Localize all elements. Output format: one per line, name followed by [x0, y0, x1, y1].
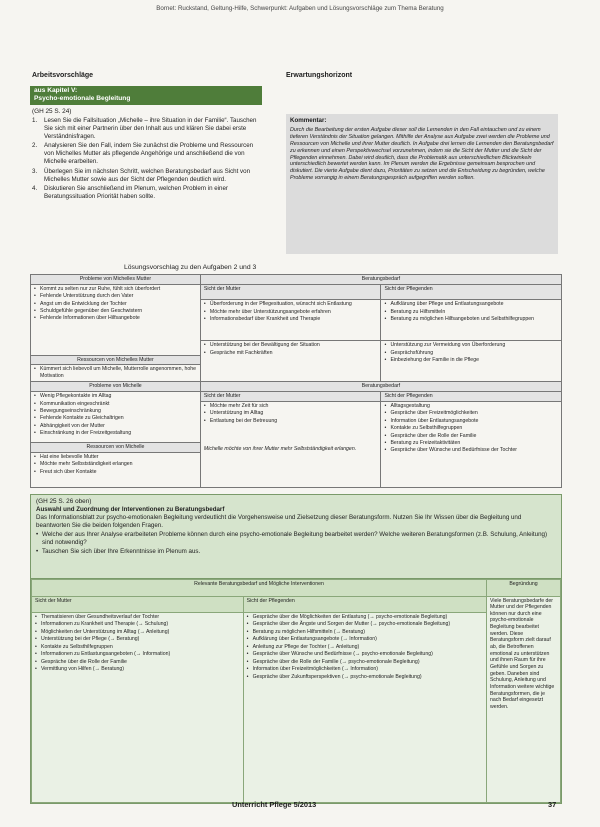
- th-resources-michelle: Ressourcen von Michelle: [31, 442, 200, 453]
- table-note: Michelle möchte von ihrer Mutter mehr Selbstständigkeit erlangen.: [203, 446, 357, 453]
- th-view-mother-2: Sicht der Mutter: [200, 392, 381, 402]
- th-counselling-need: Beratungsbedarf: [200, 275, 561, 285]
- th-resources-mother: Ressourcen von Michelles Mutter: [31, 355, 200, 366]
- th-t2-mother: Sicht der Mutter: [32, 596, 244, 613]
- column-title-left: Arbeitsvorschläge: [32, 72, 94, 79]
- footer-journal: Unterricht Pflege 5/2013: [232, 800, 317, 809]
- task-item: 1. Lesen Sie die Fallsituation „Michelle – ihre Situation in der Familie“. Tauschen Sie sich mit einer Partnerin über den Inhalt aus und klären Sie dabei erste Verständnisfragen.: [32, 117, 257, 140]
- view-mother-list-2: • Unterstützung bei der Bewältigung der Situation • Gespräche mit Fachkräften: [204, 342, 378, 356]
- page-number: 37: [548, 800, 557, 809]
- reference-2: (GH 25 S. 26 oben): [36, 498, 92, 505]
- chapter-band: [30, 86, 262, 105]
- view-nurses-list-1: • Aufklärung über Pflege und Entlastungsangebote • Beratung zu Hilfsmitteln • Beratung zu möglichen Hilfsangeboten und Selbsthilfegruppen: [384, 301, 558, 323]
- view-nurses-list-2: • Unterstützung zur Vermeidung von Überforderung • Gesprächsführung • Einbeziehung der Familie in die Pflege: [384, 342, 558, 364]
- problems-michelle-list: • Wenig Pflegekontakte im Alltag • Kommunikation eingeschränkt • Bewegungseinschränkung • Fehlende Kontakte zu Gleichaltrigen • Abhängigkeit von der Mutter • Einschränkung in der Freizeitgestaltung: [34, 393, 197, 437]
- th-relevant-needs: Relevante Beratungsbedarf und Mögliche Interventionen: [32, 580, 487, 597]
- section-2-questions: [36, 531, 556, 556]
- view-nurses-list-3: • Alltagsgestaltung • Gespräche über Freizeitmöglichkeiten • Information über Entlastungsangebote • Kontakte zu Selbsthilfegruppen • Gespräche über die Rolle der Familie • Beratung zu Freizeitaktivitäten • Gespräche über Wünsche und Bedürfnisse der Tochter: [384, 403, 558, 454]
- question-item: • Welche der aus Ihrer Analyse erarbeiteten Probleme können durch eine psycho-emotionale Begleitung bearbeitet werden? Welche weiteren Beratungsformen (z.B. Schulung, Anleitung) sind notwendig?: [36, 531, 556, 547]
- task-item: 2. Analysieren Sie den Fall, indem Sie zunächst die Probleme und Ressourcen von Michelles Mutter als pflegende Angehörige und anschließend die von Michelle erarbeiten.: [32, 142, 254, 166]
- section-2-title: Auswahl und Zuordnung der Interventionen zu Beratungsbedarf: [36, 506, 225, 514]
- th-problems-michelle: Probleme von Michelle: [31, 382, 201, 392]
- t2-mother-list: • Thematisieren über Gesundheitsverlauf der Tochter • Informationen zu Krankheit und Therapie (→ Schulung) • Möglichkeiten der Unterstützung im Alltag (→ Anleitung) • Unterstützung bei der Pflege (→ Beratung) • Kontakte zu Selbsthilfegruppen • Informationen zu Entlastungsangeboten (→ Information) • Gespräche über die Rolle der Familie • Vermittlung von Hilfen (→ Beratung): [35, 614, 240, 673]
- task-box-2: [30, 494, 562, 578]
- comment-text: Durch die Bearbeitung der ersten Aufgabe dieser soll die Lernenden in den Fall eintauchen und zu einem tieferen Verständnis der Situation gelangen. Mithilfe der Analyse aus Aufgabe zwei werden die Probleme und Ressourcen von Michelle und ihrer Mutter deutlich. In Aufgabe drei lernen die Lernenden den Beratungsbedarf zu erkennen und einen Perspektivwechsel vorzunehmen, indem sie die Sicht der Mutter und die Sicht der Pflegenden einnehmen. Dabei wird deutlich, dass die Problematik aus unterschiedlichen Blickwinkeln unterschiedlich bewertet werden kann. Im Plenum werden die Ergebnisse gemeinsam besprochen und diskutiert. Die vierte Aufgabe dient dazu, Prioritäten zu setzen und die Entscheidung zu begründen, welche Probleme vorrangig in einem Beratungsgespräch aufgegriffen werden sollten.: [290, 126, 554, 182]
- reference-1: (GH 25 S. 24): [32, 108, 72, 115]
- section-2-intro: Das Informationsblatt zur psycho-emotionalen Begleitung verdeutlicht die Vorgehensweise und Zielsetzung dieser Beratungsform. Nutzen Sie Ihr Wissen über die Begleitung und beantworten Sie die beiden folgenden Fragen.: [36, 514, 522, 530]
- comment-box: [286, 114, 558, 254]
- t2-nurses-list: • Gespräche über die Möglichkeiten der Entlastung (→ psycho-emotionale Begleitung) • Gespräche über die Ängste und Sorgen der Mutter (→ psycho-emotionale Begleitung) • Beratung zu möglichen Hilfsmitteln (→ Beratung) • Aufklärung über Entlastungsangebote (→ Information) • Anleitung zur Pflege der Tochter (→ Anleitung) • Gespräche über Wünsche und Bedürfnisse (→ psycho-emotionale Begleitung) • Gespräche über die Rolle der Familie (→ psycho-emotionale Begleitung) • Information über Freizeitmöglichkeiten (→ Information) • Gespräche über Zukunftsperspektiven (→ psycho-emotionale Begleitung): [247, 614, 483, 680]
- solution-table-1: [30, 274, 562, 488]
- interventions-box: [30, 578, 562, 804]
- task-list: [32, 117, 264, 202]
- problems-mother-list: • Kommt zu selten nur zur Ruhe, fühlt sich überfordert • Fehlende Unterstützung durch den Vater • Angst um die Entwicklung der Tochter • Schuldgefühle gegenüber den Geschwistern • Fehlende Informationen über Hilfsangebote: [34, 286, 197, 322]
- th-view-mother: Sicht der Mutter: [200, 284, 381, 300]
- th-view-nurses-2: Sicht der Pflegenden: [381, 392, 562, 402]
- th-problems-mother: Probleme von Michelles Mutter: [31, 275, 201, 285]
- view-mother-list-1: • Überforderung in der Pflegesituation, wünscht sich Entlastung • Möchte mehr über Unterstützungsangebote erfahren • Informationsbedarf über Krankheit und Therapie: [204, 301, 378, 323]
- th-justification: Begründung: [486, 580, 560, 597]
- page-header: Bornet: Ruckstand, Geltung-Hilfe, Schwerpunkt: Aufgaben und Lösungsvorschläge zum Thema Beratung: [156, 5, 444, 12]
- chapter-title: Psycho-emotionale Begleitung: [34, 95, 131, 103]
- comment-title: Kommentar:: [290, 117, 327, 124]
- th-counselling-need-2: Beratungsbedarf: [200, 382, 561, 392]
- resources-michelle-list: • Hat eine liebevolle Mutter • Möchte mehr Selbstständigkeit erlangen • Freut sich über Kontakte: [34, 454, 197, 476]
- task-item: 3. Überlegen Sie im nächsten Schritt, welchen Beratungsbedarf aus Sicht von Michelles Mutter sowie aus der Sicht der Pflegenden deutlich wird.: [32, 167, 251, 183]
- chapter-label: aus Kapitel V:: [34, 87, 78, 94]
- column-title-right: Erwartungshorizont: [286, 72, 353, 79]
- th-t2-nurses: Sicht der Pflegenden: [243, 596, 486, 613]
- resources-mother-list: • Kümmert sich liebevoll um Michelle, Mutterrolle angenommen, hohe Motivation: [34, 366, 197, 379]
- solution-title: Lösungsvorschlag zu den Aufgaben 2 und 3: [124, 264, 257, 271]
- task-item: 4. Diskutieren Sie anschließend im Plenum, welchen Problem in einer Beratungssituation Priorität haben sollte.: [32, 185, 228, 200]
- question-item: • Tauschen Sie sich über Ihre Erkenntnisse im Plenum aus.: [36, 548, 556, 556]
- justification-text: Viele Beratungsbedarfe der Mutter und der Pflegenden können nur durch eine psycho-emotionale Begleitung bearbeitet werden. Diese Beratungsform zielt darauf ab, die Betroffenen emotional zu unterstützen und ihnen Raum für ihre Gefühle und Sorgen zu geben. Daneben sind Schulung, Anleitung und Information weitere wichtige Beratungsformen, die je nach Bedarf eingesetzt werden.: [486, 596, 560, 803]
- view-mother-list-3: • Möchte mehr Zeit für sich • Unterstützung im Alltag • Entlastung bei der Betreuung: [204, 403, 378, 425]
- th-view-nurses: Sicht der Pflegenden: [381, 284, 562, 300]
